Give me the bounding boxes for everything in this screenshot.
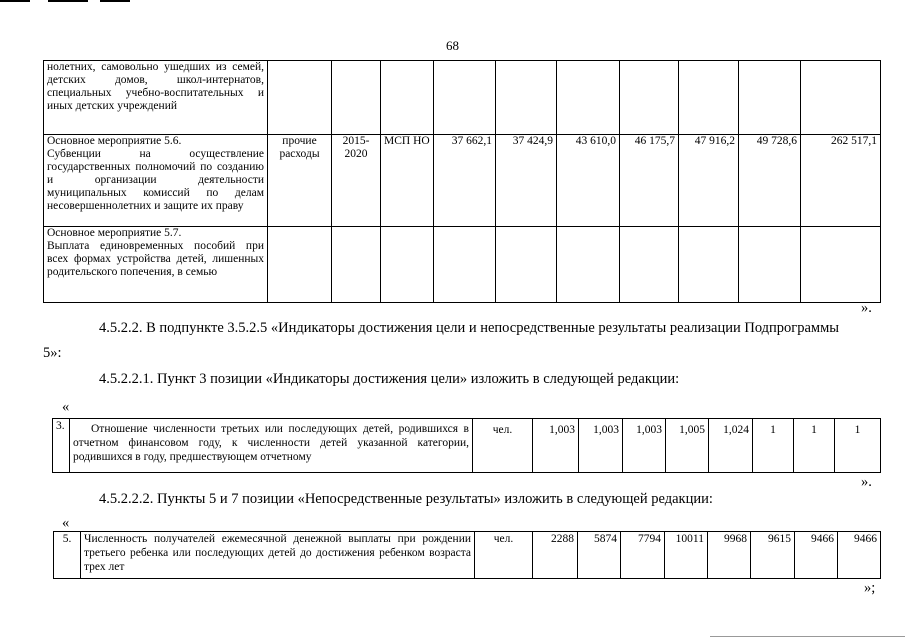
table-cell	[679, 61, 739, 135]
paragraph-4-5-2-2: 4.5.2.2. В подпункте 3.5.2.5 «Индикаторы достижения цели и непосредственные результаты реализации Подпрограммы	[99, 320, 840, 336]
closing-quote: ».	[861, 300, 872, 316]
table-cell	[739, 227, 801, 303]
value-cell: 1,003	[579, 419, 623, 473]
value-cell: 7794	[621, 532, 665, 579]
amount-cell: 37 424,9	[496, 135, 557, 227]
table-cell	[332, 61, 381, 135]
expense-type-cell: прочие расходы	[268, 135, 332, 227]
amount-cell: 49 728,6	[739, 135, 801, 227]
table-row	[44, 227, 881, 303]
table-cell	[557, 61, 620, 135]
scan-bottom-edge	[710, 636, 905, 637]
amount-cell: 47 916,2	[679, 135, 739, 227]
value-cell: 2288	[533, 532, 578, 579]
value-cell: 9968	[708, 532, 751, 579]
table-cell	[620, 61, 679, 135]
indicator-table	[52, 418, 881, 473]
program-measures-table	[43, 60, 881, 303]
table-cell	[268, 61, 332, 135]
executor-cell: МСП НО	[381, 135, 434, 227]
result-description: Численность получателей ежемесячной денежной выплаты при рождении третьего ребенка или последующих детей до достижения ребенком возраста трех лет	[81, 532, 475, 579]
table-cell	[679, 227, 739, 303]
measure-title: Основное мероприятие 5.7.	[47, 227, 182, 239]
value-cell: 1,005	[666, 419, 709, 473]
table-cell	[381, 61, 434, 135]
table-cell	[801, 227, 881, 303]
period-cell: 2015-2020	[332, 135, 381, 227]
paragraph-4-5-2-2-continuation: 5»:	[43, 345, 62, 361]
value-cell: 10011	[665, 532, 708, 579]
value-cell: 9615	[751, 532, 795, 579]
table-row	[54, 532, 881, 579]
table-cell	[434, 61, 496, 135]
table-cell	[434, 227, 496, 303]
closing-quote: »;	[864, 580, 876, 596]
total-amount-cell: 262 517,1	[801, 135, 881, 227]
paragraph-4-5-2-2-2: 4.5.2.2.2. Пункты 5 и 7 позиции «Непосредственные результаты» изложить в следующей редакции:	[99, 491, 713, 507]
row-number: 3.	[53, 419, 70, 473]
table-cell	[496, 227, 557, 303]
table-cell	[557, 227, 620, 303]
value-cell: 1	[794, 419, 835, 473]
measure-title: Основное мероприятие 5.6.	[47, 135, 182, 147]
results-table	[53, 531, 881, 579]
value-cell: 9466	[795, 532, 838, 579]
opening-quote: «	[62, 399, 70, 415]
unit-cell: чел.	[475, 532, 533, 579]
table-cell	[620, 227, 679, 303]
table-row	[53, 419, 881, 473]
measure-text: Выплата единовременных пособий при всех формах устройства детей, лишенных родительского попечения, в семью	[47, 240, 264, 279]
measure-description	[44, 135, 268, 227]
value-cell: 1	[753, 419, 794, 473]
table-cell	[268, 227, 332, 303]
table-cell	[801, 61, 881, 135]
page-number: 68	[446, 38, 459, 53]
value-cell: 9466	[838, 532, 881, 579]
paragraph-4-5-2-2-1: 4.5.2.2.1. Пункт 3 позиции «Индикаторы достижения цели» изложить в следующей редакции:	[99, 371, 680, 387]
value-cell: 1,003	[623, 419, 666, 473]
closing-quote: ».	[861, 474, 872, 490]
measure-text: Субвенции на осуществление государственных полномочий по созданию и организации деятельности муниципальных комиссий по делам несовершеннолетних и защите их праву	[47, 148, 264, 213]
value-cell: 1,024	[709, 419, 753, 473]
measure-description	[44, 227, 268, 303]
table-cell	[332, 227, 381, 303]
row-number: 5.	[54, 532, 81, 579]
table-row	[44, 61, 881, 135]
value-cell: 5874	[578, 532, 621, 579]
amount-cell: 43 610,0	[557, 135, 620, 227]
amount-cell: 37 662,1	[434, 135, 496, 227]
value-cell: 1	[835, 419, 881, 473]
indicator-description: Отношение численности третьих или последующих детей, родившихся в отчетном финансовом году, к численности детей указанной категории, родившихся в году, предшествующем отчетному	[70, 419, 473, 473]
opening-quote: «	[62, 515, 70, 531]
table-cell	[496, 61, 557, 135]
table-cell	[381, 227, 434, 303]
table-cell	[739, 61, 801, 135]
value-cell: 1,003	[533, 419, 579, 473]
scan-top-edge	[0, 0, 905, 3]
unit-cell: чел.	[473, 419, 533, 473]
table-row	[44, 135, 881, 227]
measure-description: нолетних, самовольно ушедших из семей, детских домов, школ-интернатов, специальных учебно-воспитательных и иных детских учреждений	[44, 61, 268, 135]
amount-cell: 46 175,7	[620, 135, 679, 227]
